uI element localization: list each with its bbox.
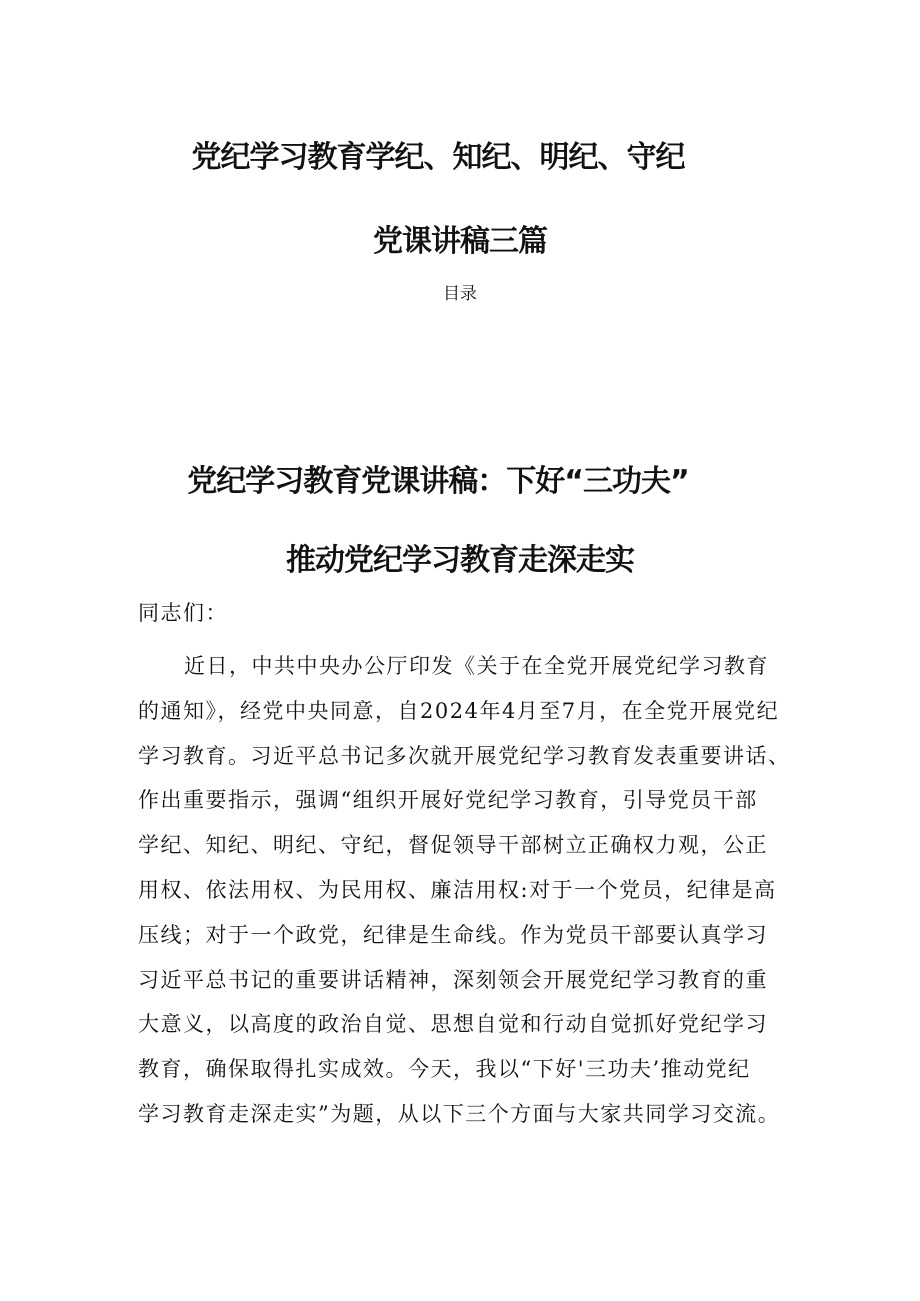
paragraph-line: 习近平总书记的重要讲话精神，深刻领会开展党纪学习教育的重 bbox=[138, 967, 768, 992]
paragraph-line: 学纪、知纪、明纪、守纪，督促领导干部树立正确权力观，公正 bbox=[138, 833, 768, 858]
paragraph-line: 用权、依法用权、为民用权、廉洁用权:对于一个党员，纪律是高 bbox=[138, 877, 777, 902]
paragraph-line: 的通知》，经党中央同意，自2024年4月至7月，在全党开展党纪 bbox=[138, 698, 780, 723]
paragraph-line: 教育，确保取得扎实成效。今天，我以“下好'三功夫’推动党纪 bbox=[138, 1057, 751, 1082]
paragraph-line: 压线；对于一个政党，纪律是生命线。作为党员干部要认真学习 bbox=[138, 922, 768, 947]
section-title-line-2: 推动党纪学习教育走深走实 bbox=[286, 543, 634, 578]
table-of-contents-label: 目录 bbox=[443, 284, 477, 304]
section-title-line-1: 党纪学习教育党课讲稿：下好“三功夫” bbox=[187, 464, 689, 499]
salutation: 同志们： bbox=[138, 601, 228, 625]
paragraph-line: 学习教育走深走实”为题，从以下三个方面与大家共同学习交流。 bbox=[138, 1101, 781, 1126]
body-paragraph bbox=[138, 644, 798, 1137]
document-title-line-1: 党纪学习教育学纪、知纪、明纪、守纪 bbox=[191, 140, 685, 175]
document-title-line-2: 党课讲稿三篇 bbox=[373, 224, 547, 259]
paragraph-line: 学习教育。习近平总书记多次就开展党纪学习教育发表重要讲话、 bbox=[138, 743, 791, 768]
paragraph-line: 近日，中共中央办公厅印发《关于在全党开展党纪学习教育 bbox=[184, 654, 769, 678]
paragraph-line: 作出重要指示，强调“组织开展好党纪学习教育，引导党员干部 bbox=[138, 788, 758, 813]
paragraph-line: 大意义，以高度的政治自觉、思想自觉和行动自觉抓好党纪学习 bbox=[138, 1012, 768, 1037]
